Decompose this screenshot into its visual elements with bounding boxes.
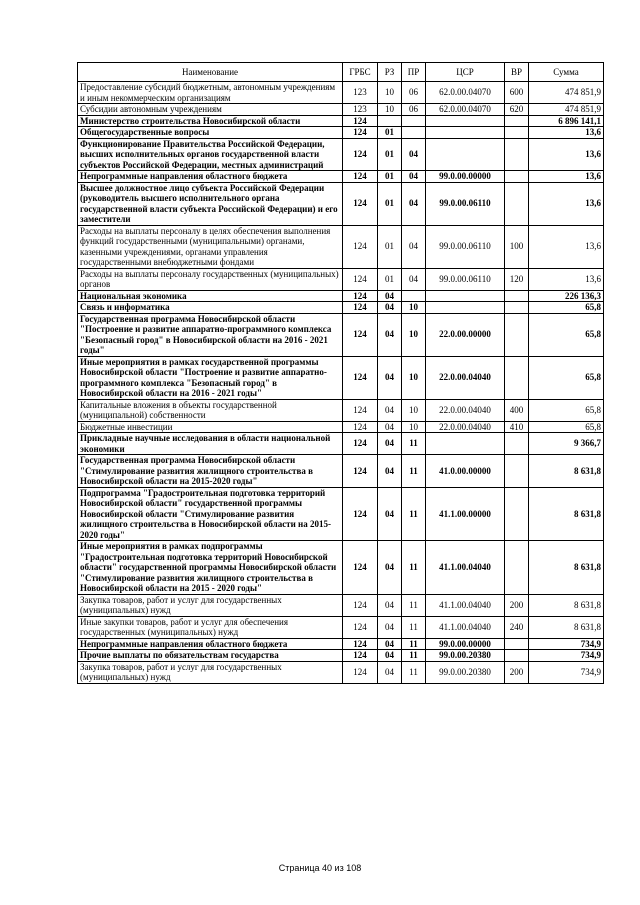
cell-pr: 10	[402, 313, 426, 356]
cell-csr: 41.1.00.04040	[426, 541, 505, 595]
cell-name: Государственная программа Новосибирской области "Стимулирование развития жилищного строительства в Новосибирской области на 2015-2020 годы"	[78, 455, 343, 488]
table-body	[78, 82, 604, 684]
cell-name: Иные мероприятия в рамках подпрограммы "Градостроительная подготовка территорий Новосибирской области" государственной программы Новосибирской области "Стимулирование развития жилищного строительства в Новосибирской области на 2015 - 2020 годы"	[78, 541, 343, 595]
cell-rz: 10	[378, 82, 402, 104]
cell-rz: 04	[378, 356, 402, 399]
table-row	[78, 138, 604, 171]
cell-vr: 600	[505, 82, 529, 104]
cell-vr	[505, 650, 529, 662]
cell-grbs: 124	[343, 455, 378, 488]
table-row	[78, 82, 604, 104]
cell-csr: 99.0.00.06110	[426, 182, 505, 225]
cell-grbs: 124	[343, 302, 378, 314]
header-csr: ЦСР	[426, 63, 505, 82]
cell-vr	[505, 433, 529, 455]
cell-grbs: 124	[343, 616, 378, 638]
cell-name: Общегосударственные вопросы	[78, 127, 343, 139]
table-row	[78, 182, 604, 225]
cell-rz: 04	[378, 541, 402, 595]
cell-vr: 200	[505, 594, 529, 616]
table-row	[78, 302, 604, 314]
cell-rz: 04	[378, 302, 402, 314]
cell-sum: 474 851,9	[529, 104, 604, 116]
budget-table	[77, 62, 604, 684]
cell-pr: 11	[402, 455, 426, 488]
cell-sum: 474 851,9	[529, 82, 604, 104]
cell-name: Прикладные научные исследования в области национальной экономики	[78, 433, 343, 455]
cell-sum: 65,8	[529, 399, 604, 421]
cell-pr: 10	[402, 302, 426, 314]
cell-pr: 11	[402, 616, 426, 638]
cell-pr: 10	[402, 399, 426, 421]
header-rz: РЗ	[378, 63, 402, 82]
cell-rz: 04	[378, 650, 402, 662]
cell-rz: 04	[378, 290, 402, 302]
cell-csr: 41.1.00.04040	[426, 594, 505, 616]
cell-vr	[505, 115, 529, 127]
cell-grbs: 124	[343, 115, 378, 127]
table-row	[78, 433, 604, 455]
cell-csr: 41.1.00.00000	[426, 487, 505, 541]
cell-grbs: 124	[343, 594, 378, 616]
cell-name: Иные мероприятия в рамках государственной программы Новосибирской области "Построение и развитие аппаратно-программного комплекса "Безопасный город" в Новосибирской области на 2016 - 2021 годы"	[78, 356, 343, 399]
cell-vr	[505, 290, 529, 302]
table-row	[78, 171, 604, 183]
header-pr: ПР	[402, 63, 426, 82]
table-row	[78, 225, 604, 268]
table-row	[78, 399, 604, 421]
cell-name: Закупка товаров, работ и услуг для государственных (муниципальных) нужд	[78, 661, 343, 683]
cell-csr: 99.0.00.00000	[426, 638, 505, 650]
cell-csr: 99.0.00.06110	[426, 225, 505, 268]
cell-rz: 04	[378, 661, 402, 683]
cell-name: Подпрограмма "Градостроительная подготовка территорий Новосибирской области" государственной программы Новосибирской области "Стимулирование развития жилищного строительства в Новосибирской области на 2015-2020 годы"	[78, 487, 343, 541]
table-row	[78, 650, 604, 662]
cell-pr: 11	[402, 487, 426, 541]
cell-grbs: 124	[343, 433, 378, 455]
page-number: Страница 40 из 108	[278, 863, 362, 873]
cell-vr: 100	[505, 225, 529, 268]
cell-rz: 01	[378, 225, 402, 268]
cell-name: Закупка товаров, работ и услуг для государственных (муниципальных) нужд	[78, 594, 343, 616]
cell-pr	[402, 127, 426, 139]
cell-pr: 10	[402, 421, 426, 433]
cell-csr: 22.0.00.00000	[426, 313, 505, 356]
cell-csr: 62.0.00.04070	[426, 82, 505, 104]
cell-sum: 65,8	[529, 302, 604, 314]
cell-pr: 04	[402, 268, 426, 290]
table-row	[78, 290, 604, 302]
cell-name: Высшее должностное лицо субъекта Российской Федерации (руководитель высшего исполнительного органа государственной власти субъекта Российской Федерации) и его заместители	[78, 182, 343, 225]
cell-name: Капитальные вложения в объекты государственной (муниципальной) собственности	[78, 399, 343, 421]
cell-grbs: 124	[343, 268, 378, 290]
cell-rz: 04	[378, 638, 402, 650]
cell-rz: 01	[378, 171, 402, 183]
cell-vr	[505, 302, 529, 314]
cell-sum: 6 896 141,1	[529, 115, 604, 127]
cell-grbs: 124	[343, 650, 378, 662]
cell-csr: 99.0.00.20380	[426, 650, 505, 662]
table-row	[78, 356, 604, 399]
cell-grbs: 124	[343, 638, 378, 650]
cell-rz: 04	[378, 616, 402, 638]
cell-rz	[378, 115, 402, 127]
table-header-row	[78, 63, 604, 82]
cell-vr: 120	[505, 268, 529, 290]
table-row	[78, 638, 604, 650]
cell-sum: 226 136,3	[529, 290, 604, 302]
cell-pr: 11	[402, 433, 426, 455]
cell-vr: 400	[505, 399, 529, 421]
cell-name: Расходы на выплаты персоналу в целях обеспечения выполнения функций государственными (муниципальными) органами, казенными учреждениями, органами управления государственными внебюджетными фондами	[78, 225, 343, 268]
header-sum: Сумма	[529, 63, 604, 82]
cell-rz: 10	[378, 104, 402, 116]
table-row	[78, 421, 604, 433]
cell-vr	[505, 127, 529, 139]
cell-rz: 04	[378, 455, 402, 488]
cell-vr	[505, 638, 529, 650]
cell-name: Национальная экономика	[78, 290, 343, 302]
cell-name: Непрограммные направления областного бюджета	[78, 171, 343, 183]
cell-vr: 240	[505, 616, 529, 638]
table-row	[78, 313, 604, 356]
cell-csr	[426, 127, 505, 139]
cell-csr: 22.0.00.04040	[426, 356, 505, 399]
cell-pr: 11	[402, 541, 426, 595]
cell-vr	[505, 487, 529, 541]
table-row	[78, 268, 604, 290]
cell-pr: 04	[402, 182, 426, 225]
cell-sum: 734,9	[529, 650, 604, 662]
cell-csr: 62.0.00.04070	[426, 104, 505, 116]
cell-sum: 8 631,8	[529, 455, 604, 488]
cell-pr: 11	[402, 594, 426, 616]
cell-name: Министерство строительства Новосибирской области	[78, 115, 343, 127]
cell-pr	[402, 115, 426, 127]
cell-sum: 13,6	[529, 225, 604, 268]
cell-grbs: 124	[343, 356, 378, 399]
cell-sum: 9 366,7	[529, 433, 604, 455]
cell-sum: 13,6	[529, 268, 604, 290]
cell-sum: 734,9	[529, 661, 604, 683]
table-row	[78, 455, 604, 488]
cell-csr: 22.0.00.04040	[426, 421, 505, 433]
cell-csr: 22.0.00.04040	[426, 399, 505, 421]
cell-sum: 8 631,8	[529, 541, 604, 595]
cell-name: Связь и информатика	[78, 302, 343, 314]
cell-pr: 11	[402, 638, 426, 650]
cell-sum: 13,6	[529, 182, 604, 225]
cell-pr: 10	[402, 356, 426, 399]
cell-grbs: 124	[343, 399, 378, 421]
cell-sum: 8 631,8	[529, 487, 604, 541]
cell-pr	[402, 290, 426, 302]
cell-pr: 11	[402, 650, 426, 662]
cell-sum: 8 631,8	[529, 594, 604, 616]
header-name: Наименование	[78, 63, 343, 82]
cell-pr: 06	[402, 82, 426, 104]
table-row	[78, 127, 604, 139]
cell-grbs: 124	[343, 541, 378, 595]
cell-csr: 41.0.00.00000	[426, 455, 505, 488]
table-row	[78, 661, 604, 683]
cell-rz: 04	[378, 421, 402, 433]
cell-sum: 65,8	[529, 421, 604, 433]
cell-vr: 620	[505, 104, 529, 116]
cell-name: Государственная программа Новосибирской области "Построение и развитие аппаратно-программного комплекса "Безопасный город" в Новосибирской области на 2016 - 2021 годы"	[78, 313, 343, 356]
cell-sum: 13,6	[529, 127, 604, 139]
cell-rz: 04	[378, 487, 402, 541]
cell-grbs: 124	[343, 290, 378, 302]
cell-csr: 99.0.00.06110	[426, 268, 505, 290]
cell-rz: 04	[378, 399, 402, 421]
cell-rz: 01	[378, 268, 402, 290]
cell-name: Субсидии автономным учреждениям	[78, 104, 343, 116]
cell-sum: 734,9	[529, 638, 604, 650]
cell-grbs: 124	[343, 127, 378, 139]
cell-grbs: 123	[343, 82, 378, 104]
cell-csr: 41.1.00.04040	[426, 616, 505, 638]
table-row	[78, 616, 604, 638]
cell-vr	[505, 356, 529, 399]
cell-vr	[505, 138, 529, 171]
cell-grbs: 124	[343, 182, 378, 225]
cell-rz: 04	[378, 594, 402, 616]
table-row	[78, 104, 604, 116]
cell-grbs: 124	[343, 313, 378, 356]
cell-grbs: 124	[343, 487, 378, 541]
cell-name: Бюджетные инвестиции	[78, 421, 343, 433]
cell-grbs: 124	[343, 661, 378, 683]
cell-vr	[505, 541, 529, 595]
cell-csr: 99.0.00.20380	[426, 661, 505, 683]
table-row	[78, 115, 604, 127]
cell-name: Предоставление субсидий бюджетным, автономным учреждениям и иным некоммерческим организациям	[78, 82, 343, 104]
cell-csr	[426, 302, 505, 314]
cell-pr: 04	[402, 171, 426, 183]
cell-sum: 13,6	[529, 138, 604, 171]
cell-pr: 04	[402, 138, 426, 171]
cell-grbs: 123	[343, 104, 378, 116]
cell-sum: 65,8	[529, 356, 604, 399]
cell-grbs: 124	[343, 138, 378, 171]
cell-vr: 410	[505, 421, 529, 433]
cell-sum: 8 631,8	[529, 616, 604, 638]
cell-grbs: 124	[343, 421, 378, 433]
cell-vr	[505, 182, 529, 225]
table-row	[78, 487, 604, 541]
cell-rz: 01	[378, 182, 402, 225]
cell-sum: 13,6	[529, 171, 604, 183]
header-vr: ВР	[505, 63, 529, 82]
cell-csr	[426, 433, 505, 455]
cell-name: Непрограммные направления областного бюджета	[78, 638, 343, 650]
header-grbs: ГРБС	[343, 63, 378, 82]
cell-name: Расходы на выплаты персоналу государственных (муниципальных) органов	[78, 268, 343, 290]
cell-csr	[426, 138, 505, 171]
cell-csr: 99.0.00.00000	[426, 171, 505, 183]
cell-name: Прочие выплаты по обязательствам государства	[78, 650, 343, 662]
cell-vr: 200	[505, 661, 529, 683]
cell-csr	[426, 115, 505, 127]
cell-grbs: 124	[343, 225, 378, 268]
cell-pr: 06	[402, 104, 426, 116]
cell-pr: 11	[402, 661, 426, 683]
cell-name: Иные закупки товаров, работ и услуг для обеспечения государственных (муниципальных) нужд	[78, 616, 343, 638]
table-row	[78, 594, 604, 616]
cell-grbs: 124	[343, 171, 378, 183]
cell-vr	[505, 313, 529, 356]
cell-csr	[426, 290, 505, 302]
table-row	[78, 541, 604, 595]
cell-rz: 01	[378, 127, 402, 139]
cell-name: Функционирование Правительства Российской Федерации, высших исполнительных органов государственной власти субъектов Российской Федерации, местных администраций	[78, 138, 343, 171]
cell-vr	[505, 171, 529, 183]
cell-rz: 04	[378, 313, 402, 356]
cell-rz: 04	[378, 433, 402, 455]
cell-pr: 04	[402, 225, 426, 268]
cell-rz: 01	[378, 138, 402, 171]
cell-vr	[505, 455, 529, 488]
cell-sum: 65,8	[529, 313, 604, 356]
